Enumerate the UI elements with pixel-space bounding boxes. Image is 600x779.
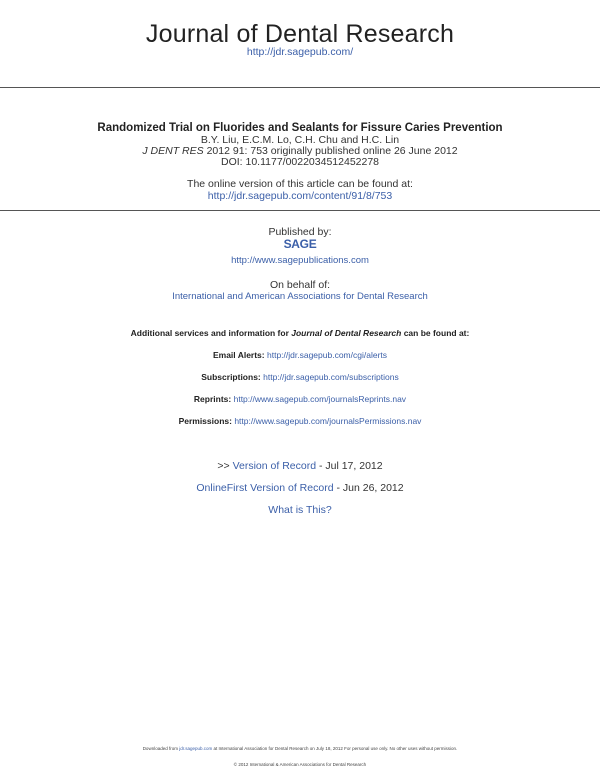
service-label: Email Alerts: <box>212 350 265 360</box>
services-heading-prefix: Additional services and information for <box>130 328 292 338</box>
download-footer <box>0 746 600 751</box>
article-title: Randomized Trial on Fluorides and Sealants for Fissure Caries Prevention <box>97 122 503 134</box>
services-heading <box>0 328 600 338</box>
citation-details: 2012 91: 753 originally published online 26 June 2012 <box>203 145 458 157</box>
onlinefirst-date: - Jun 26, 2012 <box>333 482 404 494</box>
service-label: Permissions: <box>178 416 232 426</box>
reprints-link[interactable]: http://www.sagepub.com/journalsReprints.nav <box>233 394 407 404</box>
services-heading-journal: Journal of Dental Research <box>291 328 402 338</box>
version-of-record-date: - Jul 17, 2012 <box>316 460 383 472</box>
version-of-record-row <box>0 460 600 472</box>
service-row-subscriptions <box>0 372 600 382</box>
online-version-url-container <box>0 190 600 202</box>
version-of-record-link[interactable]: Version of Record <box>232 460 317 472</box>
permissions-link[interactable]: http://www.sagepub.com/journalsPermissions.nav <box>234 416 422 426</box>
copyright-footer: © 2012 International & American Associations for Dental Research <box>233 762 367 767</box>
publisher-url-link[interactable]: http://www.sagepublications.com <box>231 255 369 266</box>
footer-prefix: Downloaded from <box>142 746 180 751</box>
online-version-label: The online version of this article can be found at: <box>187 178 413 190</box>
article-authors: B.Y. Liu, E.C.M. Lo, C.H. Chu and H.C. Lin <box>200 134 400 146</box>
service-row-email-alerts <box>0 350 600 360</box>
service-row-permissions <box>0 416 600 426</box>
onlinefirst-row <box>0 482 600 494</box>
middle-divider <box>0 210 600 211</box>
email-alerts-link[interactable]: http://jdr.sagepub.com/cgi/alerts <box>267 350 388 360</box>
footer-site-link[interactable]: jdr.sagepub.com <box>179 746 213 751</box>
services-heading-suffix: can be found at: <box>401 328 470 338</box>
service-label: Reprints: <box>193 394 232 404</box>
sage-logo-icon: SAGE <box>283 237 317 251</box>
service-row-reprints <box>0 394 600 404</box>
subscriptions-link[interactable]: http://jdr.sagepub.com/subscriptions <box>263 372 399 382</box>
citation-journal: J DENT RES <box>142 145 204 157</box>
on-behalf-org-link[interactable]: International and American Associations for Dental Research <box>172 291 428 302</box>
publisher-url-container <box>0 255 600 266</box>
published-by-label: Published by: <box>268 226 332 238</box>
on-behalf-org-container <box>0 291 600 302</box>
footer-suffix: at International Association for Dental Research on July 18, 2012 For personal use only. No other uses without permission. <box>212 746 458 751</box>
online-version-link[interactable]: http://jdr.sagepub.com/content/91/8/753 <box>207 190 393 202</box>
what-is-this-link[interactable]: What is This? <box>268 504 332 516</box>
top-divider <box>0 87 600 88</box>
what-is-this-row <box>0 504 600 516</box>
on-behalf-label: On behalf of: <box>269 279 331 291</box>
journal-url-container <box>0 46 600 58</box>
journal-title: Journal of Dental Research <box>145 20 455 48</box>
version-prefix: >> <box>217 460 230 472</box>
sage-logo[interactable] <box>0 237 600 251</box>
onlinefirst-link[interactable]: OnlineFirst Version of Record <box>196 482 334 494</box>
journal-url-link[interactable]: http://jdr.sagepub.com/ <box>246 46 354 58</box>
article-doi: DOI: 10.1177/0022034512452278 <box>220 156 380 168</box>
service-label: Subscriptions: <box>201 372 261 382</box>
